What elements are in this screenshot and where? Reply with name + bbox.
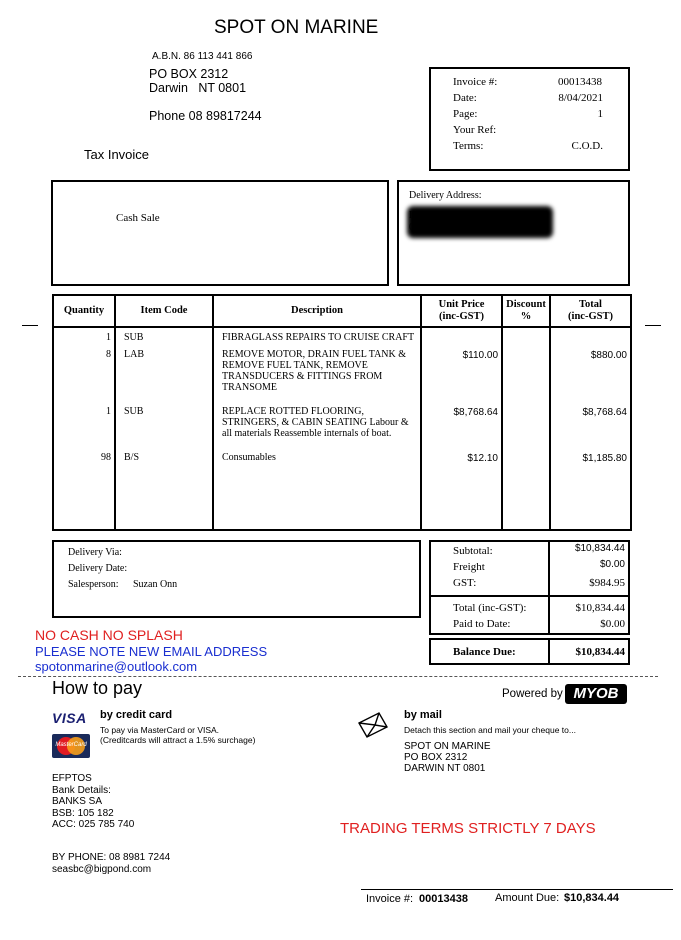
row-code: SUB — [115, 406, 213, 452]
line-items-table — [52, 294, 632, 531]
mail-address-line-1: SPOT ON MARINE — [404, 741, 491, 752]
credit-card-line-1: To pay via MasterCard or VISA. — [100, 725, 220, 735]
envelope-icon — [357, 711, 389, 739]
row-code: B/S — [115, 452, 213, 530]
fold-mark-left — [22, 325, 38, 326]
row-qty: 1 — [53, 327, 115, 349]
email-change-notice: PLEASE NOTE NEW EMAIL ADDRESS — [35, 644, 268, 659]
salesperson-value: Suzan Onn — [133, 579, 178, 590]
mastercard-logo — [52, 734, 90, 758]
remittance-line — [361, 889, 673, 890]
delivery-via-label: Delivery Via: — [68, 547, 122, 558]
subtotal-value: $10,834.44 — [574, 543, 625, 554]
col-unit-price — [421, 295, 502, 327]
summary-box-top — [429, 540, 630, 597]
meta-date-label: Date: — [453, 92, 477, 104]
mail-address — [404, 741, 491, 774]
row-discount — [502, 327, 550, 349]
col-item-code: Item Code — [115, 295, 213, 327]
meta-terms-label: Terms: — [453, 140, 484, 152]
row-total: $880.00 — [550, 349, 631, 406]
row-discount — [502, 349, 550, 406]
fold-mark-right — [645, 325, 661, 326]
contact-email-link[interactable]: spotonmarine@outlook.com — [35, 659, 198, 674]
delivery-date-label: Delivery Date: — [68, 563, 128, 574]
col-discount-line2: % — [520, 311, 532, 322]
col-unit-price-line2: (inc-GST) — [439, 311, 484, 322]
bank-line-1: EFPTOS — [52, 773, 92, 784]
company-abn: A.B.N. 86 113 441 866 — [152, 51, 253, 62]
bank-details — [52, 773, 134, 831]
paid-value: $0.00 — [600, 618, 625, 630]
col-discount — [502, 295, 550, 327]
delivery-box — [397, 180, 630, 286]
summary-box-mid — [429, 595, 630, 635]
mail-title: by mail — [404, 709, 442, 721]
row-unit — [421, 327, 502, 349]
meta-invoice-value: 00013438 — [558, 76, 602, 88]
summary-divider — [548, 597, 550, 633]
paid-label: Paid to Date: — [453, 618, 511, 630]
freight-value: $0.00 — [599, 559, 625, 570]
cut-line — [18, 676, 658, 677]
footer-invoice-label: Invoice #: — [366, 893, 414, 905]
total-label: Total (inc-GST): — [453, 602, 527, 614]
row-desc: REPLACE ROTTED FLOORING, STRINGERS, & CABIN SEATING Labour & all materials Reassemble internals of boat. — [213, 406, 421, 452]
bill-to-name: Cash Sale — [116, 212, 160, 224]
row-desc: Consumables — [213, 452, 421, 530]
mail-address-line-3: DARWIN NT 0801 — [404, 763, 486, 774]
bill-to-box — [51, 180, 389, 286]
row-qty: 8 — [53, 349, 115, 406]
myob-logo: MYOB — [565, 684, 627, 704]
meta-page-label: Page: — [453, 108, 478, 120]
row-desc: FIBRAGLASS REPAIRS TO CRUISE CRAFT — [213, 327, 421, 349]
table-header-row — [53, 295, 631, 327]
subtotal-label: Subtotal: — [453, 545, 493, 557]
col-description: Description — [213, 295, 421, 327]
mail-address-line-2: PO BOX 2312 — [404, 752, 468, 763]
phone-payment — [52, 852, 170, 876]
col-total-line1: Total — [579, 299, 602, 310]
footer-amount-value: $10,834.44 — [564, 892, 620, 904]
row-unit: $110.00 — [421, 349, 502, 406]
meta-ref-label: Your Ref: — [453, 124, 497, 136]
shipping-box — [52, 540, 421, 618]
salesperson-label: Salesperson: — [68, 579, 119, 590]
row-code: LAB — [115, 349, 213, 406]
phone-payment-email[interactable]: seasbc@bigpond.com — [52, 864, 152, 875]
balance-box — [429, 638, 630, 665]
mastercard-wordmark: MasterCard — [55, 742, 87, 748]
meta-page-value: 1 — [597, 108, 603, 120]
row-code: SUB — [115, 327, 213, 349]
table-row — [53, 349, 631, 406]
row-discount — [502, 452, 550, 530]
delivery-label: Delivery Address: — [409, 190, 482, 201]
company-phone: Phone 08 89817244 — [149, 109, 262, 123]
row-unit: $8,768.64 — [421, 406, 502, 452]
summary-divider — [548, 640, 550, 663]
footer-invoice-value: 00013438 — [419, 893, 468, 905]
gst-value: $984.95 — [589, 577, 625, 589]
freight-label: Freight — [453, 561, 485, 573]
bank-line-4: BSB: 105 182 — [52, 807, 114, 819]
balance-value: $10,834.44 — [575, 646, 625, 658]
how-to-pay-title: How to pay — [52, 678, 143, 698]
meta-date-value: 8/04/2021 — [558, 92, 603, 104]
row-total — [550, 327, 631, 349]
credit-card-title: by credit card — [100, 709, 173, 721]
table-row — [53, 327, 631, 349]
bank-line-3: BANKS SA — [52, 796, 103, 807]
balance-label: Balance Due: — [453, 646, 516, 658]
powered-by-label: Powered by — [502, 688, 563, 700]
col-discount-line1: Discount — [506, 299, 546, 310]
credit-card-line-2: (Creditcards will attract a 1.5% surchage) — [100, 735, 256, 745]
phone-payment-number: BY PHONE: 08 8981 7244 — [52, 852, 171, 863]
col-total-line2: (inc-GST) — [568, 311, 613, 322]
col-quantity: Quantity — [53, 295, 115, 327]
row-qty: 1 — [53, 406, 115, 452]
invoice-meta-box — [429, 67, 630, 171]
trading-terms-notice: TRADING TERMS STRICTLY 7 DAYS — [340, 820, 596, 837]
company-name: SPOT ON MARINE — [214, 17, 379, 38]
cash-notice: NO CASH NO SPLASH — [35, 627, 183, 643]
row-unit: $12.10 — [421, 452, 502, 530]
bank-line-5: ACC: 025 785 740 — [52, 819, 135, 830]
row-total: $1,185.80 — [550, 452, 631, 530]
bank-line-2: Bank Details: — [52, 784, 111, 796]
total-value: $10,834.44 — [575, 602, 625, 614]
table-row — [53, 452, 631, 530]
row-total: $8,768.64 — [550, 406, 631, 452]
company-address-1: PO BOX 2312 — [149, 67, 229, 81]
summary-divider — [548, 542, 550, 595]
mail-instructions: Detach this section and mail your cheque to... — [404, 725, 576, 735]
footer-amount-label: Amount Due: — [495, 892, 560, 904]
row-qty: 98 — [53, 452, 115, 530]
table-row — [53, 406, 631, 452]
visa-logo: VISA — [52, 710, 87, 726]
row-desc: REMOVE MOTOR, DRAIN FUEL TANK & REMOVE FUEL TANK, REMOVE TRANSDUCERS & FITTINGS FROM TRANSOME — [213, 349, 421, 406]
col-total — [550, 295, 631, 327]
row-discount — [502, 406, 550, 452]
meta-invoice-label: Invoice #: — [453, 76, 498, 88]
meta-terms-value: C.O.D. — [571, 140, 603, 152]
gst-label: GST: — [453, 577, 477, 589]
doc-title: Tax Invoice — [84, 147, 150, 162]
company-address-2: Darwin NT 0801 — [149, 81, 247, 95]
redaction-scribble — [407, 206, 553, 238]
col-unit-price-line1: Unit Price — [438, 299, 485, 310]
